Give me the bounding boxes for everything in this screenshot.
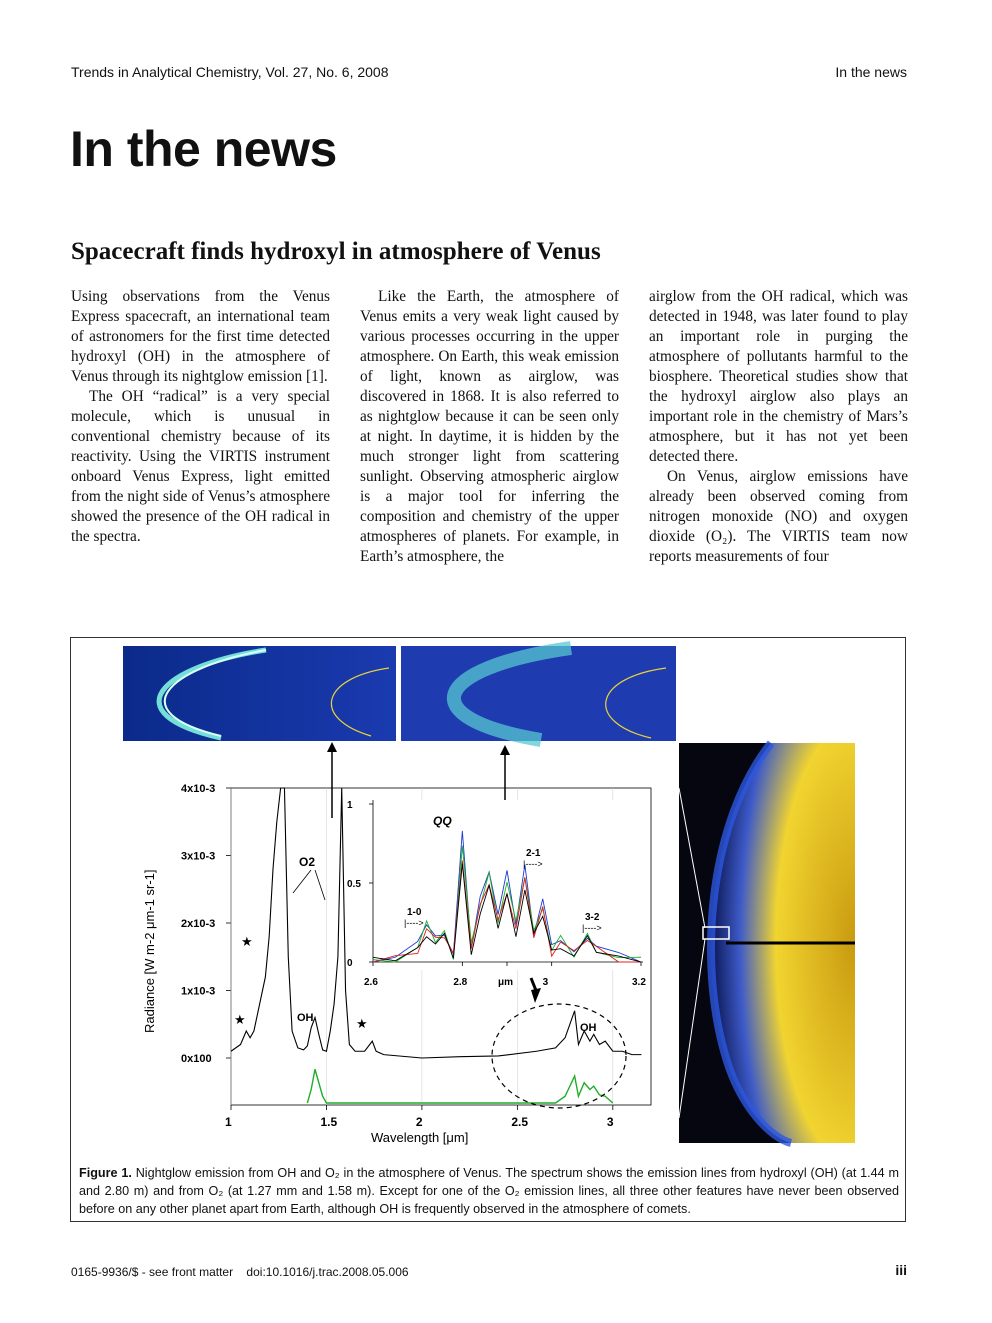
- x-tick-label: 2.8: [453, 977, 468, 988]
- column-2: [360, 287, 619, 567]
- column-1: [71, 287, 330, 547]
- y-tick-label: 0: [347, 958, 353, 969]
- journal-header: Trends in Analytical Chemistry, Vol. 27, No. 6, 2008: [71, 64, 389, 80]
- series-line-oh-model: [307, 1069, 612, 1103]
- x-tick-label: 1.5: [320, 1115, 338, 1129]
- band-arrow: |---->: [523, 859, 543, 869]
- x-tick-label: 2: [415, 1115, 423, 1129]
- paragraph: On Venus, airglow emissions have already been observed coming from nitrogen monoxide (NO) and oxygen dioxide (O₂). The VIRTIS team now reports measurements of four: [649, 468, 908, 565]
- section-header: In the news: [835, 64, 907, 80]
- paragraph: The OH “radical” is a very special molecule, which is unusual in conventional chemistry because of its reactivity. Using the VIRTIS instrument onboard Venus Express, light emitted from the night side of Venus’s atmosphere showed the presence of the OH radical in the spectra.: [71, 388, 330, 545]
- paragraph: Like the Earth, the atmosphere of Venus emits a very weak light caused by various processes occurring in the upper atmosphere. On Earth, this weak emission of light, known as airglow, was discovered in 1868. It is also referred to as nightglow because it can be seen only at night. In daytime, it is hidden by the much stronger light from scattering sunlight. Observing atmospheric airglow is a major tool for inferring the composition and chemistry of the upper atmospheres of planets. For example, in Earth’s atmosphere, the: [360, 288, 619, 565]
- spectral-image-right: [401, 646, 676, 741]
- paragraph: airglow from the OH radical, which was detected in 1948, was later found to play an important role in purging the atmosphere of pollutants harmful to the biosphere. Theoretical studies show that the hydroxyl airglow also plays an important role in the chemistry of Mars’s atmosphere, but it has not yet been detected there.: [649, 288, 908, 465]
- article-headline: Spacecraft finds hydroxyl in atmosphere of Venus: [71, 238, 601, 265]
- band-3-2-label: 3-2: [585, 912, 600, 923]
- y-tick-label: 1x10-3: [181, 985, 216, 998]
- figure-frame: [70, 637, 906, 1222]
- y-tick-label: 1: [347, 800, 353, 811]
- figure-caption: [79, 1164, 899, 1218]
- oh-label-right: OH: [580, 1022, 597, 1034]
- footer-doi: 0165-9936/$ - see front matter doi:10.1016/j.trac.2008.05.006: [71, 1265, 409, 1279]
- x-tick-label: 3: [606, 1115, 614, 1129]
- star-marker: ★: [356, 1016, 368, 1031]
- band-arrow: |---->: [404, 918, 424, 928]
- x-tick-label: 1: [225, 1115, 232, 1129]
- highlight-ellipse: [492, 1004, 626, 1108]
- y-axis-label: Radiance [W m-2 μm-1 sr-1]: [142, 869, 157, 1033]
- figure-graphic: [71, 638, 907, 1223]
- x-tick-label: 2.5: [511, 1115, 529, 1129]
- column-3: [649, 287, 908, 567]
- x-tick-label: 2.6: [364, 977, 378, 988]
- o2-label: O2: [299, 855, 316, 869]
- venus-image: [679, 743, 855, 1143]
- page-number: iii: [895, 1262, 907, 1278]
- y-tick-label: 3x10-3: [181, 850, 216, 863]
- oh-label-left: OH: [297, 1012, 314, 1024]
- y-tick-label: 4x10-3: [181, 783, 216, 795]
- star-marker: ★: [234, 1012, 246, 1027]
- star-marker: ★: [241, 934, 253, 949]
- x-tick-label: μm: [498, 977, 514, 988]
- y-tick-label: 2x10-3: [181, 918, 216, 930]
- x-axis-label: Wavelength [μm]: [371, 1130, 469, 1145]
- page-title: In the news: [70, 121, 337, 177]
- spectral-image-left: [123, 646, 396, 741]
- paragraph: Using observations from the Venus Express spacecraft, an international team of astronomers for the first time detected hydroxyl (OH) in the atmosphere of Venus through its nightglow emission [1].: [71, 288, 330, 385]
- band-arrow: |---->: [582, 923, 602, 933]
- qq-label: QQ: [433, 814, 452, 828]
- caption-label: Figure 1.: [79, 1166, 132, 1180]
- y-tick-label: 0x100: [181, 1053, 212, 1065]
- inset-plot: [347, 800, 646, 988]
- band-1-0-label: 1-0: [407, 907, 422, 918]
- x-tick-label: 3: [542, 977, 549, 988]
- y-tick-label: 0.5: [347, 879, 361, 890]
- x-tick-label: 3.2: [632, 977, 646, 988]
- band-2-1-label: 2-1: [526, 848, 541, 859]
- caption-text: Nightglow emission from OH and O₂ in the atmosphere of Venus. The spectrum shows the emission lines from hydroxyl (OH) (at 1.44 m and 2.80 m) and from O₂ (at 1.27 mm and 1.58 m). Except for one of the O₂ emission lines, all three other features have never been observed before on any other planet apart from Earth, although OH is frequently observed in the atmosphere of comets.: [79, 1166, 900, 1216]
